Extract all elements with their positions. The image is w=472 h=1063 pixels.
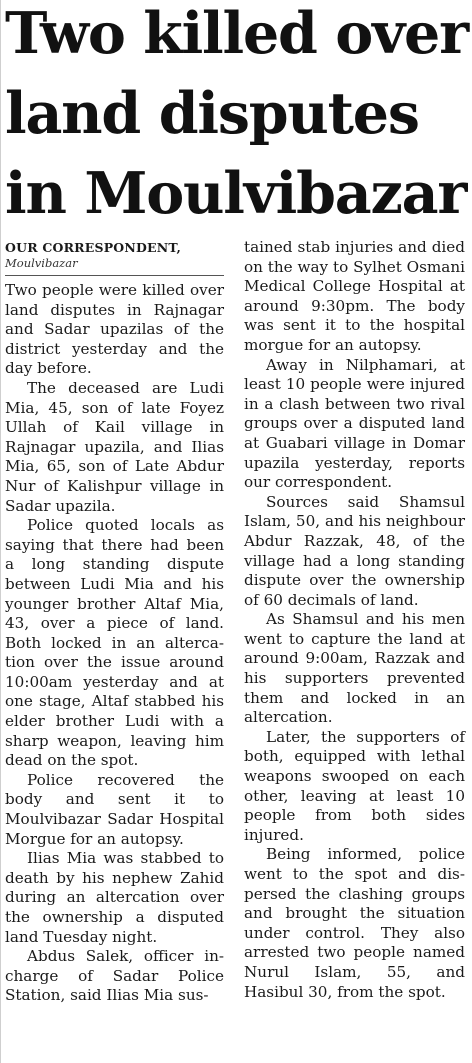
paragraph: Police recovered the body and sent it to Moulvibazar Sadar Hospital Morgue for an autopsy.: [5, 770, 224, 848]
headline-line-3: in Moulvibazar: [5, 160, 467, 227]
article-headline: [5, 0, 471, 234]
byline-rule: [5, 275, 224, 276]
byline: OUR CORRESPONDENT,: [5, 240, 182, 255]
paragraph: Police quoted locals as saying that there had been a long standing dispute between Ludi Mia and his younger brother Altaf Mia, 43, over a piece of land. Both locked in an altercation over the issue around 10:00am yesterday and at one stage, Altaf stabbed his elder brother Ludi with a sharp weapon, leaving him dead on the spot.: [5, 516, 224, 770]
paragraph: tained stab injuries and died on the way to Sylhet Osmani Medical College Hospital at around 9:30pm. The body was sent it to the hospital morgue for an autopsy.: [244, 238, 465, 354]
headline-line-2: land disputes: [5, 80, 419, 147]
paragraph: Ilias Mia was stabbed to death by his nephew Zahid during an altercation over the ownership a disputed land Tuesday night.: [5, 849, 224, 946]
paragraph: Abdus Salek, officer in-charge of Sadar Police Station, said Ilias Mia sus-: [5, 947, 224, 1005]
paragraph: Away in Nilphamari, at least 10 people were injured in a clash between two rival groups over a disputed land at Guabari village in Domar upazila yesterday, reports our correspondent.: [244, 355, 465, 492]
paragraph: As Shamsul and his men went to capture the land at around 9:00am, Razzak and his supporters prevented them and locked in an altercation.: [244, 610, 465, 727]
headline-line-1: Two killed over: [5, 0, 468, 67]
paragraph: Later, the supporters of both, equipped with lethal weapons swooped on each other, leaving at least 10 people from both sides injured.: [244, 727, 465, 844]
paragraph: Being informed, police went to the spot and dispersed the clashing groups and brought the situation under control. They also arrested two people named Nurul Islam, 55, and Hasibul 30, from the spot.: [244, 845, 465, 1001]
dateline: Moulvibazar: [5, 256, 78, 270]
article-column-left: [5, 236, 224, 1006]
paragraph: Two people were killed over land disputes in Rajnagar and Sadar upazilas of the district yesterday and the day before.: [5, 281, 224, 378]
article-column-right: [244, 238, 465, 1002]
paragraph: The deceased are Ludi Mia, 45, son of late Foyez Ullah of Kail village in Rajnagar upazila, and Ilias Mia, 65, son of Late Abdur Nur of Kalishpur village in Sadar upazila.: [5, 378, 224, 515]
paragraph: Sources said Shamsul Islam, 50, and his neighbour Abdur Razzak, 48, of the village had a long standing dispute over the ownership of 60 decimals of land.: [244, 492, 465, 609]
